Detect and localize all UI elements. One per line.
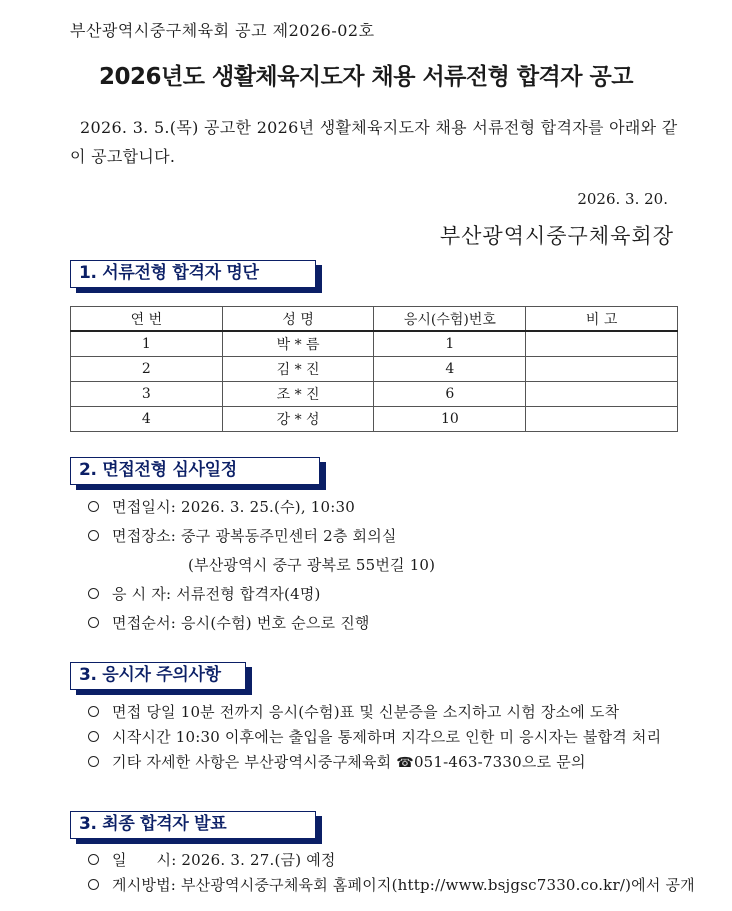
cell-number: 2 — [71, 357, 223, 382]
final-date: 일 시: 2026. 3. 27.(금) 예정 — [112, 851, 336, 869]
circle-bullet-icon — [88, 501, 99, 512]
circle-bullet-icon — [88, 854, 99, 865]
list-item — [88, 848, 695, 873]
final-announcement-list — [88, 848, 695, 898]
col-header-number: 연 번 — [71, 307, 223, 332]
col-header-remarks: 비 고 — [526, 307, 678, 332]
table-row — [71, 407, 678, 432]
cell-number: 4 — [71, 407, 223, 432]
list-item — [88, 522, 435, 551]
circle-bullet-icon — [88, 617, 99, 628]
applicant-notes-list — [88, 700, 661, 775]
list-item — [88, 700, 661, 725]
note-phone-number: 051-463-7330으로 문의 — [413, 753, 586, 771]
cell-exam-number: 1 — [374, 331, 526, 357]
interview-address: (부산광역시 중구 광복로 55번길 10) — [188, 556, 436, 574]
circle-bullet-icon — [88, 588, 99, 599]
circle-bullet-icon — [88, 731, 99, 742]
cell-exam-number: 6 — [374, 382, 526, 407]
interview-datetime: 면접일시: 2026. 3. 25.(수), 10:30 — [112, 498, 355, 516]
interview-schedule-list — [88, 493, 435, 638]
note-inquiry: 기타 자세한 사항은 부산광역시중구체육회 — [112, 753, 392, 771]
col-header-name: 성 명 — [222, 307, 374, 332]
intro-paragraph: 2026. 3. 5.(목) 공고한 2026년 생활체육지도자 채용 서류전형 합격자를 아래와 같이 공고합니다. — [70, 118, 678, 166]
cell-number: 3 — [71, 382, 223, 407]
list-item — [88, 725, 661, 750]
cell-name: 조 * 진 — [222, 382, 374, 407]
table-header-row — [71, 307, 678, 332]
cell-name: 김 * 진 — [222, 357, 374, 382]
cell-remarks — [526, 407, 678, 432]
section-4-heading: 3. 최종 합격자 발표 — [70, 811, 316, 839]
interview-applicants: 응 시 자: 서류전형 합격자(4명) — [112, 585, 321, 603]
list-item — [88, 750, 661, 775]
circle-bullet-icon — [88, 530, 99, 541]
interview-location: 면접장소: 중구 광복동주민센터 2층 회의실 — [112, 527, 397, 545]
circle-bullet-icon — [88, 706, 99, 717]
list-item — [88, 493, 435, 522]
note-arrival: 면접 당일 10분 전까지 응시(수험)표 및 신분증을 소지하고 시험 장소에 도착 — [112, 703, 620, 721]
circle-bullet-icon — [88, 879, 99, 890]
page-title: 2026년도 생활체육지도자 채용 서류전형 합격자 공고 — [99, 64, 633, 90]
cell-name: 박 * 름 — [222, 331, 374, 357]
cell-exam-number: 4 — [374, 357, 526, 382]
list-item — [88, 580, 435, 609]
final-method: 게시방법: 부산광역시중구체육회 홈페이지(http://www.bsjgsc7330.co.kr/)에서 공개 — [112, 876, 695, 894]
cell-remarks — [526, 382, 678, 407]
section-3-heading: 3. 응시자 주의사항 — [70, 662, 246, 690]
cell-remarks — [526, 331, 678, 357]
section-2-heading: 2. 면접전형 심사일정 — [70, 457, 320, 485]
document-number: 부산광역시중구체육회 공고 제2026-02호 — [70, 21, 375, 40]
telephone-icon: ☎ — [396, 755, 414, 771]
cell-exam-number: 10 — [374, 407, 526, 432]
interview-order: 면접순서: 응시(수험) 번호 순으로 진행 — [112, 614, 370, 632]
issuer-name: 부산광역시중구체육회장 — [439, 224, 674, 248]
table-row — [71, 357, 678, 382]
note-late-entry: 시작시간 10:30 이후에는 출입을 통제하며 지각으로 인한 미 응시자는 불합격 처리 — [112, 728, 662, 746]
announcement-date: 2026. 3. 20. — [577, 190, 668, 208]
section-1-heading: 1. 서류전형 합격자 명단 — [70, 260, 316, 288]
list-item — [88, 873, 695, 898]
cell-remarks — [526, 357, 678, 382]
list-item — [88, 609, 435, 638]
passed-candidates-table — [70, 306, 678, 432]
cell-number: 1 — [71, 331, 223, 357]
list-item — [88, 551, 435, 580]
col-header-exam-number: 응시(수험)번호 — [374, 307, 526, 332]
circle-bullet-icon — [88, 756, 99, 767]
table-row — [71, 331, 678, 357]
table-row — [71, 382, 678, 407]
cell-name: 강 * 성 — [222, 407, 374, 432]
